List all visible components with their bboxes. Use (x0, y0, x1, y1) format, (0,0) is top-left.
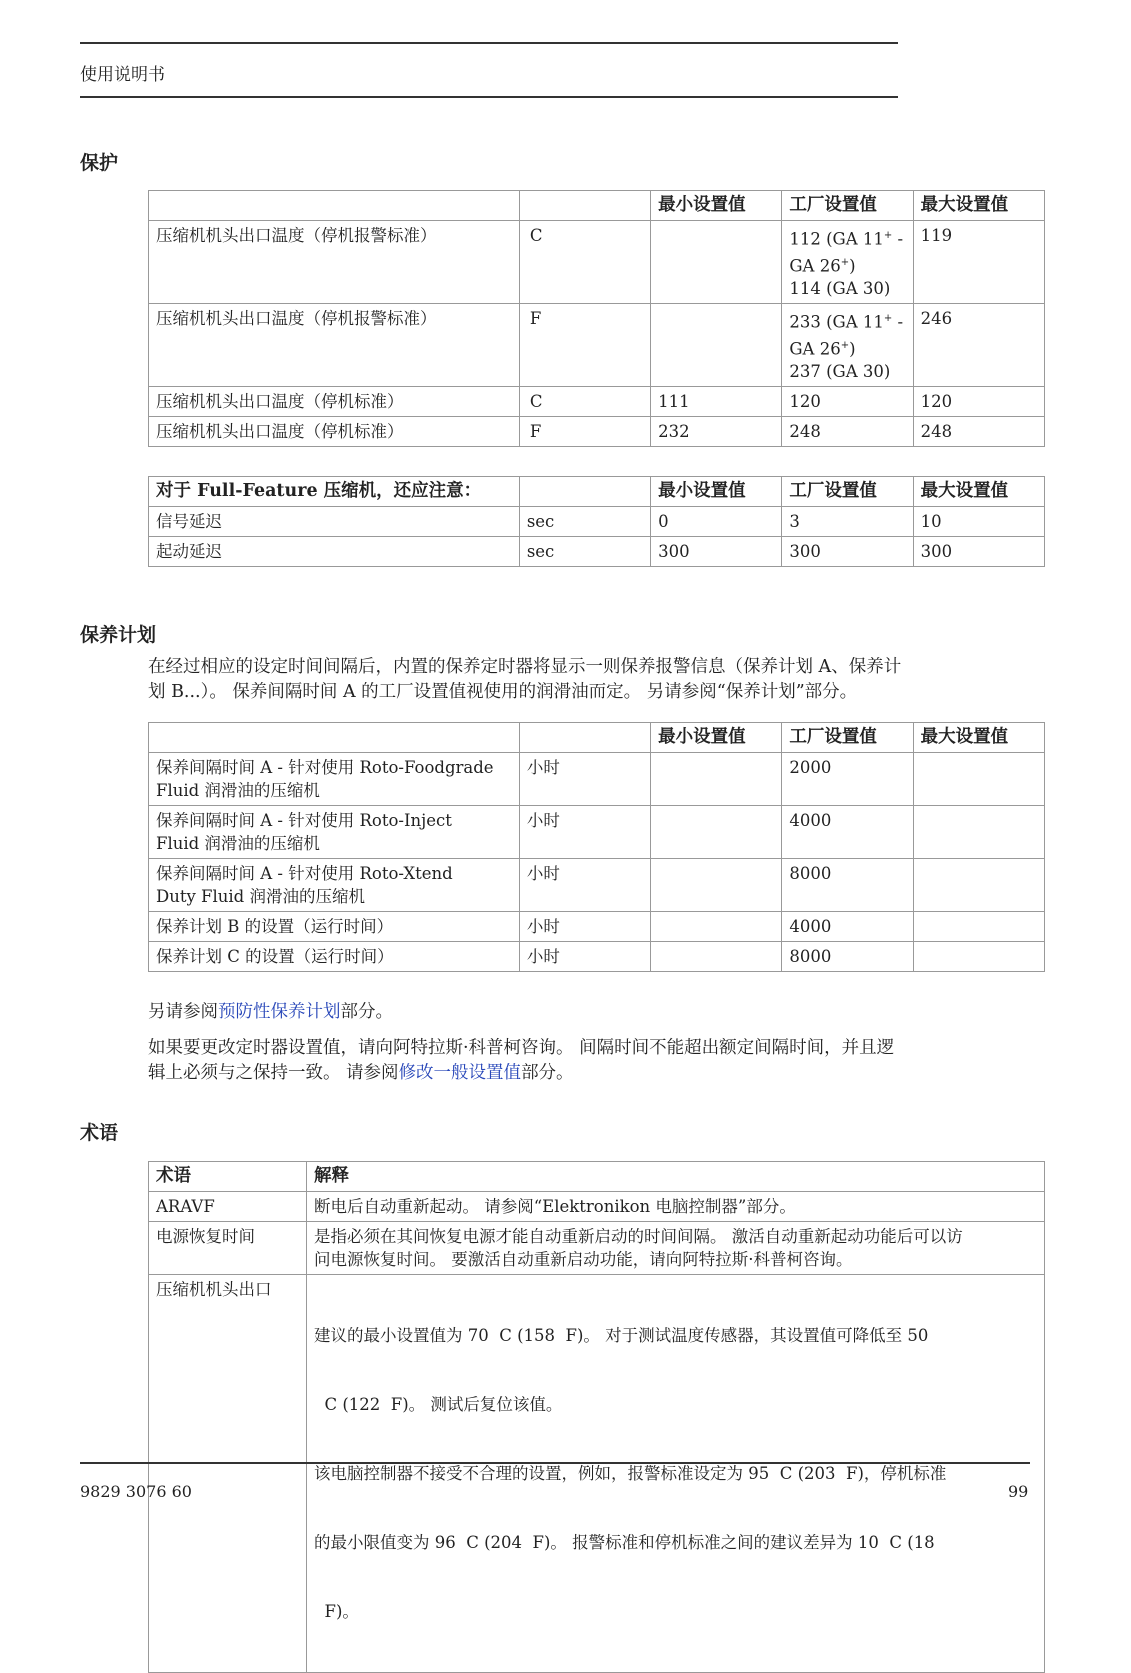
explanation-cell (307, 1192, 1045, 1222)
row-max: 248 (913, 417, 1044, 447)
label-line: 保养间隔时间 A - 针对使用 Roto-Inject (156, 811, 452, 830)
factory-line: 237 (GA 30) (789, 362, 891, 381)
row-min (651, 304, 782, 387)
explanation-line: 问电源恢复时间。 要激活自动重新启动功能，请向阿特拉斯·科普柯咨询。 (314, 1250, 853, 1269)
text: 部分。 (340, 1002, 393, 1022)
factory-line: ) (849, 256, 856, 275)
explanation-line: F)。 (314, 1602, 359, 1621)
row-label: 信号延迟 (149, 507, 520, 537)
paragraph-line: 如果要更改定时器设置值，请向阿特拉斯·科普柯咨询。 间隔时间不能超出额定间隔时间，并且逻 (148, 1038, 895, 1058)
row-max: 119 (913, 221, 1044, 304)
paragraph-line: 在经过相应的设定时间间隔后，内置的保养定时器将显示一则保养报警信息（保养计划 A、保养计 (148, 657, 902, 677)
header-cell (519, 723, 650, 753)
table-row (149, 942, 1045, 972)
row-label: 压缩机机头出口温度（停机报警标准） (149, 221, 520, 304)
explanation-line: 断电后自动重新起动。 请参阅“Elektronikon 电脑控制器”部分。 (314, 1197, 796, 1216)
table-row (149, 806, 1045, 859)
row-unit: 小时 (519, 806, 650, 859)
see-also-paragraph (148, 1000, 1048, 1025)
row-min (651, 912, 782, 942)
row-max (913, 806, 1044, 859)
text: 辑上必须与之保持一致。 请参阅 (148, 1063, 399, 1083)
explanation-line: 是指必须在其间恢复电源才能自动重新启动的时间间隔。 激活自动重新起动功能后可以访 (314, 1227, 963, 1246)
row-min (651, 753, 782, 806)
row-factory: 300 (782, 537, 913, 567)
header-rule-top (80, 42, 898, 44)
table-header-row (149, 191, 1045, 221)
header-cell-explanation: 解释 (307, 1162, 1045, 1192)
row-max: 10 (913, 507, 1044, 537)
header-rule-bottom (80, 96, 898, 98)
row-factory: 8000 (782, 942, 913, 972)
table-row (149, 417, 1045, 447)
table-row (149, 912, 1045, 942)
header-title: 使用说明书 (80, 65, 165, 85)
label-line: 保养间隔时间 A - 针对使用 Roto-Foodgrade (156, 758, 494, 777)
explanation-cell (307, 1275, 1045, 1673)
header-cell-factory: 工厂设置值 (782, 477, 913, 507)
row-unit: C (519, 387, 650, 417)
explanation-line: 的最小限值变为 96 C (204 F)。 报警标准和停机标准之间的建议差异为 10 C (18 (314, 1533, 935, 1552)
superscript: + (883, 313, 893, 324)
row-factory: 248 (782, 417, 913, 447)
superscript: + (840, 256, 850, 268)
doc-number: 9829 3076 60 (80, 1482, 192, 1501)
section-heading-protection: 保护 (80, 152, 119, 174)
row-unit: 小时 (519, 753, 650, 806)
term-cell: ARAVF (149, 1192, 307, 1222)
table-header-row (149, 723, 1045, 753)
row-unit: 小时 (519, 859, 650, 912)
factory-line: ) (849, 339, 856, 358)
row-min: 300 (651, 537, 782, 567)
row-label (149, 859, 520, 912)
row-unit: sec (519, 537, 650, 567)
superscript: + (883, 230, 893, 241)
row-max: 120 (913, 387, 1044, 417)
row-factory: 4000 (782, 806, 913, 859)
header-cell-term: 术语 (149, 1162, 307, 1192)
explanation-line: C (122 F)。 测试后复位该值。 (314, 1395, 563, 1414)
change-settings-paragraph (148, 1036, 1048, 1086)
row-min (651, 221, 782, 304)
header-cell-min: 最小设置值 (651, 191, 782, 221)
factory-line: - (892, 229, 904, 249)
row-factory (782, 304, 913, 387)
explanation-cell (307, 1222, 1045, 1275)
row-max (913, 942, 1044, 972)
row-min (651, 859, 782, 912)
section-heading-terms: 术语 (80, 1122, 119, 1144)
paragraph-line (148, 1061, 1048, 1086)
row-label: 起动延迟 (149, 537, 520, 567)
modify-general-settings-link[interactable]: 修改一般设置值 (398, 1063, 522, 1083)
table-header-row (149, 477, 1045, 507)
term-cell: 电源恢复时间 (149, 1222, 307, 1275)
table-row (149, 387, 1045, 417)
table-row (149, 1192, 1045, 1222)
row-factory: 8000 (782, 859, 913, 912)
table-row (149, 859, 1045, 912)
row-label: 压缩机机头出口温度（停机标准） (149, 417, 520, 447)
table-header-row (149, 1162, 1045, 1192)
header-cell (149, 191, 520, 221)
explanation-line: 建议的最小设置值为 70 C (158 F)。 对于测试温度传感器，其设置值可降低至 50 (314, 1326, 929, 1345)
table-row (149, 221, 1045, 304)
header-cell (149, 723, 520, 753)
row-factory: 4000 (782, 912, 913, 942)
table-row (149, 1275, 1045, 1673)
table-row (149, 507, 1045, 537)
table-row (149, 304, 1045, 387)
row-factory (782, 221, 913, 304)
term-cell: 压缩机机头出口 (149, 1275, 307, 1673)
row-max: 300 (913, 537, 1044, 567)
row-max (913, 753, 1044, 806)
row-unit: 小时 (519, 942, 650, 972)
explanation-line: 该电脑控制器不接受不合理的设置，例如，报警标准设定为 95 C (203 F)，停机标准 (314, 1464, 947, 1483)
header-cell (519, 477, 650, 507)
row-label (149, 806, 520, 859)
row-label (149, 753, 520, 806)
preventive-maintenance-link[interactable]: 预防性保养计划 (218, 1002, 341, 1022)
header-cell: 对于 Full-Feature 压缩机，还应注意： (149, 477, 520, 507)
row-unit: sec (519, 507, 650, 537)
header-cell-max: 最大设置值 (913, 191, 1044, 221)
row-factory: 3 (782, 507, 913, 537)
row-label: 压缩机机头出口温度（停机标准） (149, 387, 520, 417)
label-line: 保养间隔时间 A - 针对使用 Roto-Xtend (156, 864, 453, 883)
factory-line: 112 (GA 11 (789, 229, 884, 249)
row-min (651, 806, 782, 859)
label-line: Fluid 润滑油的压缩机 (156, 781, 320, 800)
row-factory: 2000 (782, 753, 913, 806)
factory-line: - (892, 312, 904, 332)
row-max (913, 912, 1044, 942)
row-min: 111 (651, 387, 782, 417)
row-unit: F (519, 304, 650, 387)
header-cell-factory: 工厂设置值 (782, 723, 913, 753)
row-unit: 小时 (519, 912, 650, 942)
service-intro (148, 655, 1048, 705)
factory-line: GA 26 (789, 339, 841, 358)
superscript: + (840, 339, 850, 351)
header-cell-min: 最小设置值 (651, 723, 782, 753)
row-unit: C (519, 221, 650, 304)
label-line: Fluid 润滑油的压缩机 (156, 834, 320, 853)
header-cell-factory: 工厂设置值 (782, 191, 913, 221)
row-unit: F (519, 417, 650, 447)
terms-table (148, 1161, 1045, 1673)
footer-rule (80, 1462, 1030, 1464)
service-table (148, 722, 1045, 972)
full-feature-table (148, 476, 1045, 567)
factory-line: GA 26 (789, 256, 841, 275)
label-line: Duty Fluid 润滑油的压缩机 (156, 887, 365, 906)
section-heading-service: 保养计划 (80, 624, 157, 646)
row-label: 压缩机机头出口温度（停机报警标准） (149, 304, 520, 387)
text: 部分。 (521, 1063, 574, 1083)
row-min: 0 (651, 507, 782, 537)
paragraph-line: 划 B...）。 保养间隔时间 A 的工厂设置值视使用的润滑油而定。 另请参阅“保养计划”部分。 (148, 682, 858, 702)
header-cell-min: 最小设置值 (651, 477, 782, 507)
row-label: 保养计划 B 的设置（运行时间） (149, 912, 520, 942)
protection-table (148, 190, 1045, 447)
table-row (149, 1222, 1045, 1275)
row-max (913, 859, 1044, 912)
table-row (149, 537, 1045, 567)
factory-line: 114 (GA 30) (789, 279, 891, 298)
header-cell-max: 最大设置值 (913, 723, 1044, 753)
table-row (149, 753, 1045, 806)
row-max: 246 (913, 304, 1044, 387)
page-number: 99 (1008, 1482, 1029, 1501)
row-label: 保养计划 C 的设置（运行时间） (149, 942, 520, 972)
text: 另请参阅 (148, 1002, 218, 1022)
header-cell-max: 最大设置值 (913, 477, 1044, 507)
factory-line: 233 (GA 11 (789, 312, 884, 332)
row-min (651, 942, 782, 972)
row-min: 232 (651, 417, 782, 447)
row-factory: 120 (782, 387, 913, 417)
header-cell (519, 191, 650, 221)
